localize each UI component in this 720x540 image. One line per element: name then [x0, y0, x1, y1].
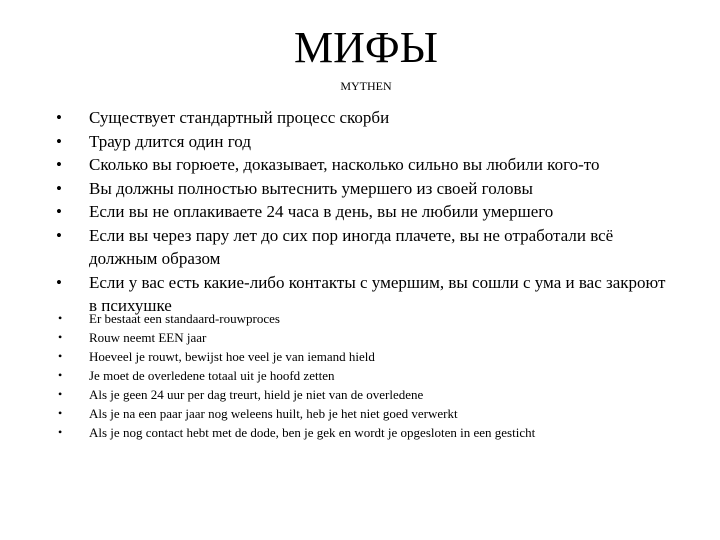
list-item-text: Als je geen 24 uur per dag treurt, hield je niet van de overledene — [89, 387, 424, 402]
list-item — [56, 224, 666, 271]
list-item-text: Rouw neemt EEN jaar — [89, 330, 207, 345]
list-item-text: Als je nog contact hebt met de dode, ben je gek en wordt je opgesloten in een gesticht — [89, 425, 536, 440]
bullet-icon: • — [58, 311, 63, 325]
bullet-icon: • — [58, 330, 63, 344]
bullet-icon: • — [56, 202, 62, 221]
list-item-text: Je moet de overledene totaal uit je hoofd zetten — [89, 368, 335, 383]
slide-subtitle: MYTHEN — [340, 79, 392, 93]
list-item-text: Если у вас есть какие-либо контакты с умершим, вы сошли с ума и вас закроют в психушке — [89, 272, 666, 315]
list-item — [58, 404, 668, 423]
list-item-text: Траур длится один год — [89, 131, 251, 151]
list-item-text: Hoeveel je rouwt, bewijst hoe veel je van iemand hield — [89, 349, 375, 364]
list-item-text: Существует стандартный процесс скорби — [89, 108, 390, 127]
slide-title: МИФЫ — [293, 23, 439, 72]
russian-myths-list — [56, 106, 666, 318]
list-item-text: Er bestaat een standaard-rouwproces — [89, 311, 280, 326]
list-item — [58, 347, 668, 366]
list-item-text: Если вы через пару лет до сих пор иногда плачете, вы не отработали всё должным образом — [89, 225, 614, 268]
list-item-text: Если вы не оплакиваете 24 часа в день, вы не любили умершего — [89, 202, 554, 221]
bullet-icon: • — [56, 178, 62, 198]
dutch-myths-list — [58, 309, 668, 442]
list-item — [58, 328, 668, 347]
list-item-text: Als je na een paar jaar nog weleens huilt, heb je het niet goed verwerkt — [89, 406, 458, 421]
list-item — [58, 366, 668, 385]
bullet-icon: • — [56, 155, 62, 174]
bullet-icon: • — [58, 387, 63, 401]
list-item — [56, 177, 666, 201]
list-item — [58, 423, 668, 442]
list-item — [58, 309, 668, 328]
bullet-icon: • — [58, 349, 63, 363]
bullet-icon: • — [58, 406, 63, 420]
list-item — [56, 200, 666, 224]
bullet-icon: • — [58, 368, 63, 382]
list-item — [56, 130, 666, 154]
bullet-icon: • — [56, 131, 62, 151]
list-item — [58, 385, 668, 404]
list-item — [56, 153, 666, 177]
bullet-icon: • — [56, 272, 62, 292]
bullet-icon: • — [56, 108, 62, 127]
list-item-text: Вы должны полностью вытеснить умершего из своей головы — [89, 178, 533, 198]
list-item-text: Сколько вы горюете, доказывает, насколько сильно вы любили кого-то — [89, 155, 600, 174]
list-item — [56, 106, 666, 130]
bullet-icon: • — [56, 225, 62, 245]
bullet-icon: • — [58, 425, 63, 439]
